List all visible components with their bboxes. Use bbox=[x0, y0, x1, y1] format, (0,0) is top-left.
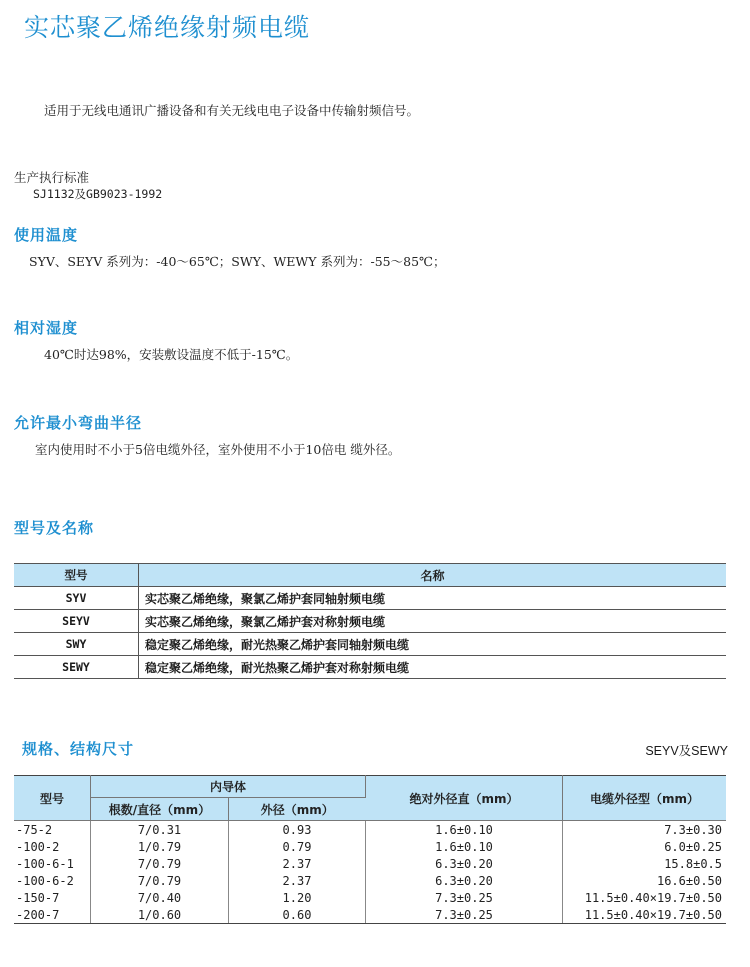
table-row bbox=[14, 838, 726, 855]
outer-dia-header: 外径（mm） bbox=[229, 798, 366, 821]
spec-model-cell: -75-2 bbox=[14, 821, 91, 839]
cable-od-cell: 15.8±0.5 bbox=[664, 856, 722, 871]
cable-od-cell: 7.3±0.30 bbox=[664, 822, 722, 837]
name-cell: 实芯聚乙烯绝缘，聚氯乙烯护套对称射频电缆 bbox=[139, 610, 727, 633]
count-dia-cell: 1/0.79 bbox=[91, 838, 229, 855]
count-dia-cell: 7/0.79 bbox=[91, 872, 229, 889]
temperature-heading: 使用温度 bbox=[14, 226, 79, 244]
count-dia-cell: 1/0.60 bbox=[91, 906, 229, 924]
spec-model-header: 型号 bbox=[14, 776, 91, 821]
model-cell: SYV bbox=[14, 587, 139, 610]
count-dia-header: 根数/直径（mm） bbox=[91, 798, 229, 821]
models-heading: 型号及名称 bbox=[14, 519, 95, 537]
specs-heading: 规格、结构尺寸 bbox=[22, 740, 135, 758]
spec-model-cell: -150-7 bbox=[14, 889, 91, 906]
count-dia-cell: 7/0.79 bbox=[91, 855, 229, 872]
model-header: 型号 bbox=[14, 564, 139, 587]
table-row bbox=[14, 587, 726, 610]
intro-text: 适用于无线电通讯广播设备和有关无线电电子设备中传输射频信号。 bbox=[44, 103, 420, 118]
table-row bbox=[14, 610, 726, 633]
standard-label: 生产执行标准 bbox=[14, 170, 90, 185]
abs-od-cell: 6.3±0.20 bbox=[366, 872, 563, 889]
bend-heading: 允许最小弯曲半径 bbox=[14, 414, 143, 432]
model-cell: SWY bbox=[14, 633, 139, 656]
spec-model-cell: -200-7 bbox=[14, 906, 91, 924]
table-row bbox=[14, 821, 726, 839]
abs-od-cell: 7.3±0.25 bbox=[366, 906, 563, 924]
abs-od-cell: 6.3±0.20 bbox=[366, 855, 563, 872]
inner-conductor-header: 内导体 bbox=[91, 776, 366, 798]
name-cell: 实芯聚乙烯绝缘，聚氯乙烯护套同轴射频电缆 bbox=[139, 587, 727, 610]
name-header: 名称 bbox=[139, 564, 727, 587]
model-cell: SEYV bbox=[14, 610, 139, 633]
count-dia-cell: 7/0.40 bbox=[91, 889, 229, 906]
model-cell: SEWY bbox=[14, 656, 139, 679]
cable-od-header: 电缆外径型（mm） bbox=[563, 776, 727, 821]
table-row bbox=[14, 872, 726, 889]
bend-text: 室内使用时不小于5倍电缆外径，室外使用不小于10倍电 缆外径。 bbox=[35, 442, 401, 457]
name-cell: 稳定聚乙烯绝缘，耐光热聚乙烯护套对称射频电缆 bbox=[139, 656, 727, 679]
spec-model-cell: -100-6-1 bbox=[14, 855, 91, 872]
table-row bbox=[14, 633, 726, 656]
outer-dia-cell: 2.37 bbox=[229, 872, 366, 889]
cable-od-cell: 6.0±0.25 bbox=[664, 839, 722, 854]
outer-dia-cell: 1.20 bbox=[229, 889, 366, 906]
model-table-header bbox=[14, 564, 726, 587]
table-row bbox=[14, 906, 726, 924]
cable-od-cell: 11.5±0.40×19.7±0.50 bbox=[584, 890, 722, 905]
abs-od-header: 绝对外径直（mm） bbox=[366, 776, 563, 821]
outer-dia-cell: 0.60 bbox=[229, 906, 366, 924]
outer-dia-cell: 0.93 bbox=[229, 821, 366, 839]
outer-dia-cell: 0.79 bbox=[229, 838, 366, 855]
temperature-text: SYV、SEYV 系列为：-40～65℃；SWY、WEWY 系列为：-55～85℃； bbox=[29, 254, 446, 269]
page-title: 实芯聚乙烯绝缘射频电缆 bbox=[24, 13, 311, 42]
name-cell: 稳定聚乙烯绝缘，耐光热聚乙烯护套同轴射频电缆 bbox=[139, 633, 727, 656]
spec-table bbox=[14, 775, 726, 924]
cable-od-cell: 11.5±0.40×19.7±0.50 bbox=[563, 906, 727, 924]
count-dia-cell: 7/0.31 bbox=[91, 821, 229, 839]
spec-model-cell: -100-6-2 bbox=[14, 872, 91, 889]
standard-value: SJ1132及GB9023-1992 bbox=[33, 187, 163, 201]
abs-od-cell: 1.6±0.10 bbox=[366, 821, 563, 839]
humidity-heading: 相对湿度 bbox=[14, 319, 79, 337]
table-row bbox=[14, 855, 726, 872]
abs-od-cell: 1.6±0.10 bbox=[366, 838, 563, 855]
series-label: SEYV及SEWY bbox=[645, 744, 728, 758]
model-table bbox=[14, 563, 726, 679]
spec-model-cell: -100-2 bbox=[14, 838, 91, 855]
abs-od-cell: 7.3±0.25 bbox=[366, 889, 563, 906]
cable-od-cell: 16.6±0.50 bbox=[656, 873, 722, 888]
humidity-text: 40℃时达98%，安装敷设温度不低于-15℃。 bbox=[44, 347, 299, 362]
table-row bbox=[14, 889, 726, 906]
table-row bbox=[14, 656, 726, 679]
outer-dia-cell: 2.37 bbox=[229, 855, 366, 872]
